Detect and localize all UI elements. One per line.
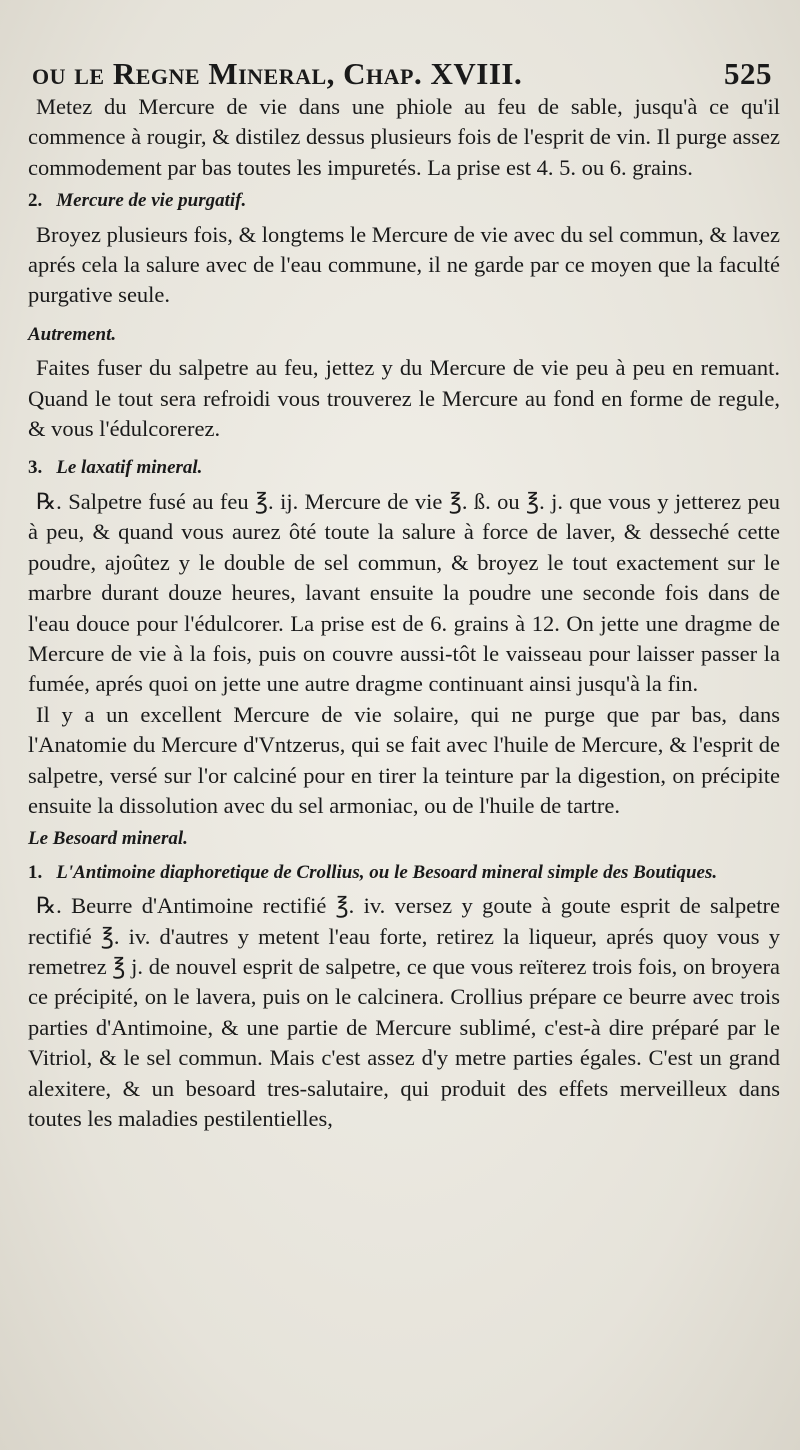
page-body — [28, 92, 780, 1134]
section-heading — [28, 453, 780, 483]
paragraph: Faites fuser du salpetre au feu, jettez y du Mercure de vie peu à peu en remuant. Quand le tout sera refroidi vous trouverez le Mercure au fond en forme de regule, & vous l'édulcorerez. — [28, 355, 780, 442]
section-title: Le laxatif mineral. — [56, 457, 203, 479]
paragraph: Il y a un excellent Mercure de vie solaire, qui ne purge que par bas, dans l'Anatomie du Mercure d'Vntzerus, qui se fait avec l'huile de Mercure, & l'esprit de salpetre, versé sur l'or calciné pour en tirer la teinture par la digestion, on précipite ensuite la dissolution avec du sel armoniac, ou de l'huile de tartre. — [28, 701, 780, 818]
running-title: ou le Regne Mineral, Chap. XVIII. — [32, 56, 523, 91]
section-number: 3. — [28, 457, 43, 479]
page-header — [32, 56, 772, 92]
section-title: L'Antimoine diaphoretique de Crollius, ou le Besoard mineral simple des Boutiques. — [56, 861, 718, 883]
paragraph: ℞. Salpetre fusé au feu ℥. ij. Mercure de vie ℥. ß. ou ℥. j. que vous y jetterez peu à peu, & quand vous aurez ôté toute la salure à force de laver, & desseché cette poudre, ajoûtez y le double de sel commun, & broyez le tout exactement sur le marbre durant douze heures, lavant ensuite la poudre une seconde fois dans de l'eau douce pour l'édulcorer. La prise est de 6. grains à 12. On jette une dragme de Mercure de vie à la fois, puis on couvre aussi-tôt le vaisseau pour laisser passer la fumée, aprés quoi on jette une autre dragme continuant ainsi jusqu'à la fin. — [28, 488, 780, 697]
paragraph: ℞. Beurre d'Antimoine rectifié ℥. iv. versez y goute à goute esprit de salpetre rectifié ℥. iv. d'autres y metent l'eau forte, retirez la liqueur, aprés quoy vous y remetrez ℥ j. de nouvel esprit de salpetre, ce que vous reïterez trois fois, on broyera ce précipité, on le lavera, puis on le calcinera. Crollius prépare ce beurre avec trois parties d'Antimoine, & une partie de Mercure sublimé, c'est-à dire préparé par le Vitriol, & le sel commun. Mais c'est assez d'y metre parties égales. C'est un grand alexitere, & un besoard tres-salutaire, qui produit des effets merveilleux dans toutes les maladies pestilentielles, — [28, 893, 780, 1131]
section-number: 1. — [28, 861, 43, 883]
page-number: 525 — [724, 56, 772, 91]
subheading: Autrement. — [28, 323, 117, 345]
section-heading — [28, 858, 780, 888]
section-number: 2. — [28, 190, 43, 212]
section-heading — [28, 186, 780, 216]
paragraph: Broyez plusieurs fois, & longtems le Mercure de vie avec du sel commun, & lavez aprés cela la salure avec de l'eau commune, il ne garde par ce moyen que la faculté purgative seule. — [28, 221, 780, 308]
chapter-subheading: Le Besoard mineral. — [28, 828, 188, 850]
section-title: Mercure de vie purgatif. — [56, 190, 247, 212]
paragraph: Metez du Mercure de vie dans une phiole au feu de sable, jusqu'à ce qu'il commence à rougir, & distilez dessus plusieurs fois de l'esprit de vin. Il purge assez commodement par bas toutes les impuretés. La prise est 4. 5. ou 6. grains. — [28, 94, 780, 180]
